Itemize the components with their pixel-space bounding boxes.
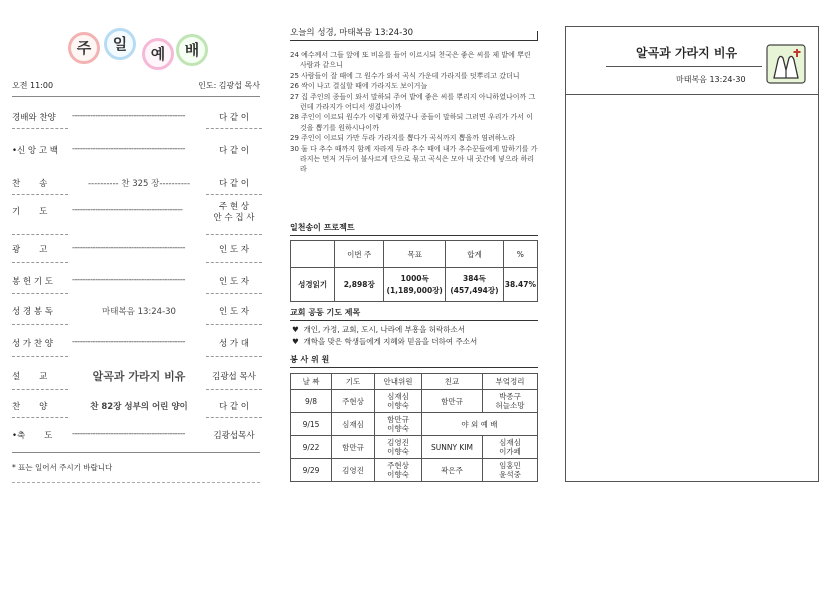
reading-header bbox=[290, 26, 538, 38]
order-item-label: 성 경 봉 독 bbox=[12, 307, 53, 317]
order-item-person: 성 가 대 bbox=[218, 339, 250, 349]
verse-26: 26 싹이 나고 결실할 때에 가라지도 보이거늘 bbox=[290, 82, 428, 91]
prayer-title: 교회 공동 기도 제목 bbox=[290, 308, 361, 317]
order-item-label: 설 교 bbox=[12, 372, 48, 382]
order-divider bbox=[12, 324, 68, 325]
order-divider bbox=[12, 293, 68, 294]
order-divider bbox=[12, 389, 68, 390]
verse-28: 28 주인이 이르되 원수가 이렇게 하였구나 종들이 말하되 그러면 우리가 가서 이것을 뽑기를 원하시나이까 bbox=[290, 113, 534, 132]
committee-header-cell: 날 짜 bbox=[291, 374, 332, 390]
order-item-detail: ------------------------------------------- bbox=[72, 205, 183, 215]
committee-header-cell: 기도 bbox=[332, 374, 375, 390]
sermon-title: 알곡과 가라지 비유 bbox=[636, 46, 738, 60]
project-header-cell: 이번 주 bbox=[335, 241, 384, 268]
service-title bbox=[60, 28, 220, 68]
order-item-detail: -------------------------------------------- bbox=[72, 243, 185, 253]
order-item-label: 광 고 bbox=[12, 245, 48, 255]
order-item-person: 김광섭목사 bbox=[213, 431, 255, 441]
order-item-detail: -------------------------------------------- bbox=[72, 144, 185, 154]
order-divider bbox=[206, 356, 262, 357]
order-item-label: •신 앙 고 백 bbox=[12, 146, 58, 156]
order-item-person: 다 같 이 bbox=[218, 402, 250, 412]
verse-30: 30 둘 다 추수 때까지 함께 자라게 두라 추수 때에 내가 추수꾼들에게 말하기를 가라지는 먼저 거두어 불사르게 단으로 묶고 곡식은 모아 내 곳간에 넣으라 하리라 bbox=[290, 144, 538, 174]
order-divider bbox=[206, 194, 262, 195]
service-leader: 인도: 김광섭 목사 bbox=[198, 81, 260, 90]
order-divider bbox=[12, 356, 68, 357]
project-cell: 384독 (457,494장) bbox=[446, 268, 504, 302]
order-row bbox=[12, 177, 262, 193]
committee-row: 9/29 김영진 주현상 이향숙 곽은주 임홍민 윤석중 bbox=[291, 459, 538, 482]
header-rule bbox=[12, 96, 260, 97]
prayer-list bbox=[292, 324, 538, 348]
committee-row: 9/8 주현상 심재심 이향숙 함만규 박종구 허늘소망 bbox=[291, 390, 538, 413]
order-divider bbox=[12, 417, 68, 418]
order-item-label: 성 가 찬 양 bbox=[12, 339, 53, 349]
title-char-2: 일 bbox=[104, 28, 136, 60]
order-row bbox=[12, 337, 262, 353]
order-divider bbox=[206, 293, 262, 294]
order-row bbox=[12, 400, 262, 416]
committee-header-cell: 친교 bbox=[422, 374, 483, 390]
verse-29: 29 주인이 이르되 가만 두라 가라지를 뽑다가 곡식까지 뽑을까 염려하노라 bbox=[290, 134, 516, 143]
heart-icon: ♥ bbox=[292, 325, 299, 334]
order-item-label: 찬 양 bbox=[12, 402, 48, 412]
project-cell: 성경읽기 bbox=[291, 268, 335, 302]
order-row bbox=[12, 275, 262, 291]
order-item-person: 다 같 이 bbox=[218, 179, 250, 189]
order-divider bbox=[12, 262, 68, 263]
order-item-person: 김광섭 목사 bbox=[212, 372, 256, 382]
service-header bbox=[12, 80, 260, 91]
project-title: 일천송이 프로젝트 bbox=[290, 223, 355, 232]
order-item-detail: 찬 82장 성부의 어린 양이 bbox=[90, 402, 188, 412]
order-row bbox=[12, 111, 262, 127]
committee-header-cell: 안내위원 bbox=[375, 374, 422, 390]
order-item-person: 인 도 자 bbox=[218, 245, 250, 255]
verse-24: 24 예수께서 그들 앞에 또 비유를 들어 이르시되 천국은 좋은 씨를 제 밭에 뿌린 사람과 같으니 bbox=[290, 51, 531, 70]
service-time: 오전 11:00 bbox=[12, 81, 54, 90]
order-item-detail: 알곡과 가라지 비유 bbox=[92, 370, 186, 383]
project-cell: 38.47% bbox=[503, 268, 537, 302]
order-row bbox=[12, 429, 262, 445]
project-header-cell: 목표 bbox=[384, 241, 446, 268]
order-row bbox=[12, 144, 262, 160]
order-row bbox=[12, 305, 262, 321]
order-divider bbox=[206, 389, 262, 390]
project-header-cell: % bbox=[503, 241, 537, 268]
order-divider bbox=[12, 234, 68, 235]
sermon-reference: 마태복음 13:24-30 bbox=[676, 75, 746, 84]
order-row bbox=[12, 370, 262, 386]
order-item-person: 인 도 자 bbox=[218, 307, 250, 317]
project-header-cell bbox=[291, 241, 335, 268]
order-divider bbox=[206, 234, 262, 235]
order-item-label: 경배와 찬양 bbox=[12, 113, 56, 123]
committee-row: 9/22 함만규 김영진 이향숙 SUNNY KIM 심재심 이가페 bbox=[291, 436, 538, 459]
order-item-person: 다 같 이 bbox=[218, 146, 250, 156]
title-char-1: 주 bbox=[68, 32, 100, 64]
heart-icon: ♥ bbox=[292, 337, 299, 346]
praying-hands-icon bbox=[766, 44, 806, 84]
prayer-item: ♥ 개인, 가정, 교회, 도시, 나라에 부흥을 허락하소서 bbox=[292, 325, 466, 334]
project-header-cell: 합계 bbox=[446, 241, 504, 268]
order-item-label: 찬 송 bbox=[12, 179, 48, 189]
project-table bbox=[290, 240, 538, 302]
project-header bbox=[290, 222, 538, 233]
scripture-verses bbox=[290, 50, 538, 175]
order-item-detail: -------------------------------------------- bbox=[72, 337, 185, 347]
order-item-label: 기 도 bbox=[12, 207, 48, 217]
verse-27: 27 집 주인의 종들이 와서 말하되 주여 밭에 좋은 씨를 뿌리지 아니하였나이까 그런데 가라지가 어디서 생겼나이까 bbox=[290, 92, 536, 112]
order-divider bbox=[12, 194, 68, 195]
sermon-header-rule bbox=[566, 94, 818, 95]
order-row bbox=[12, 243, 262, 259]
order-item-detail: -------------------------------------------- bbox=[72, 275, 185, 285]
order-item-person: 인 도 자 bbox=[218, 277, 250, 287]
prayer-header bbox=[290, 307, 538, 318]
order-divider bbox=[206, 417, 262, 418]
committee-row: 9/15 심재심 함만규 이향숙 야 외 예 배 bbox=[291, 413, 538, 436]
order-item-person: 다 같 이 bbox=[218, 113, 250, 123]
service-committee-header bbox=[290, 354, 538, 365]
title-char-3: 예 bbox=[142, 38, 174, 70]
order-divider bbox=[12, 128, 68, 129]
sermon-title-rule bbox=[606, 66, 762, 67]
order-item-detail: ---------- 찬 325 장---------- bbox=[87, 179, 191, 189]
project-cell: 2,898장 bbox=[335, 268, 384, 302]
order-divider bbox=[206, 324, 262, 325]
standing-note: * 표는 일어서 주시기 바랍니다 bbox=[12, 463, 113, 472]
order-item-detail: 마태복음 13:24-30 bbox=[102, 307, 176, 317]
outdoor-service-cell: 야 외 예 배 bbox=[422, 413, 538, 436]
service-committee-table bbox=[290, 373, 538, 482]
order-item-detail: -------------------------------------------- bbox=[72, 111, 185, 121]
service-committee-title: 봉 사 위 원 bbox=[290, 355, 330, 364]
order-row bbox=[12, 202, 262, 223]
project-cell: 1000독 (1,189,000장) bbox=[384, 268, 446, 302]
committee-header-cell: 부엌정리 bbox=[483, 374, 538, 390]
verse-25: 25 사람들이 잘 때에 그 원수가 와서 곡식 가운데 가라지를 덧뿌리고 갔더니 bbox=[290, 71, 520, 80]
order-item-person: 주 현 상 안 수 집 사 bbox=[213, 202, 255, 223]
order-divider bbox=[206, 262, 262, 263]
order-bottom-rule bbox=[12, 452, 260, 453]
order-item-detail: -------------------------------------------- bbox=[72, 429, 185, 439]
prayer-item: ♥ 개학을 맞은 학생들에게 지혜와 믿음을 더하여 주소서 bbox=[292, 337, 478, 346]
order-item-label: •축 도 bbox=[12, 431, 53, 441]
reading-title: 오늘의 성경, 마태복음 13:24-30 bbox=[290, 28, 414, 38]
note-rule bbox=[12, 482, 260, 483]
order-item-label: 봉 헌 기 도 bbox=[12, 277, 53, 287]
title-char-4: 배 bbox=[176, 34, 208, 66]
order-divider bbox=[206, 128, 262, 129]
